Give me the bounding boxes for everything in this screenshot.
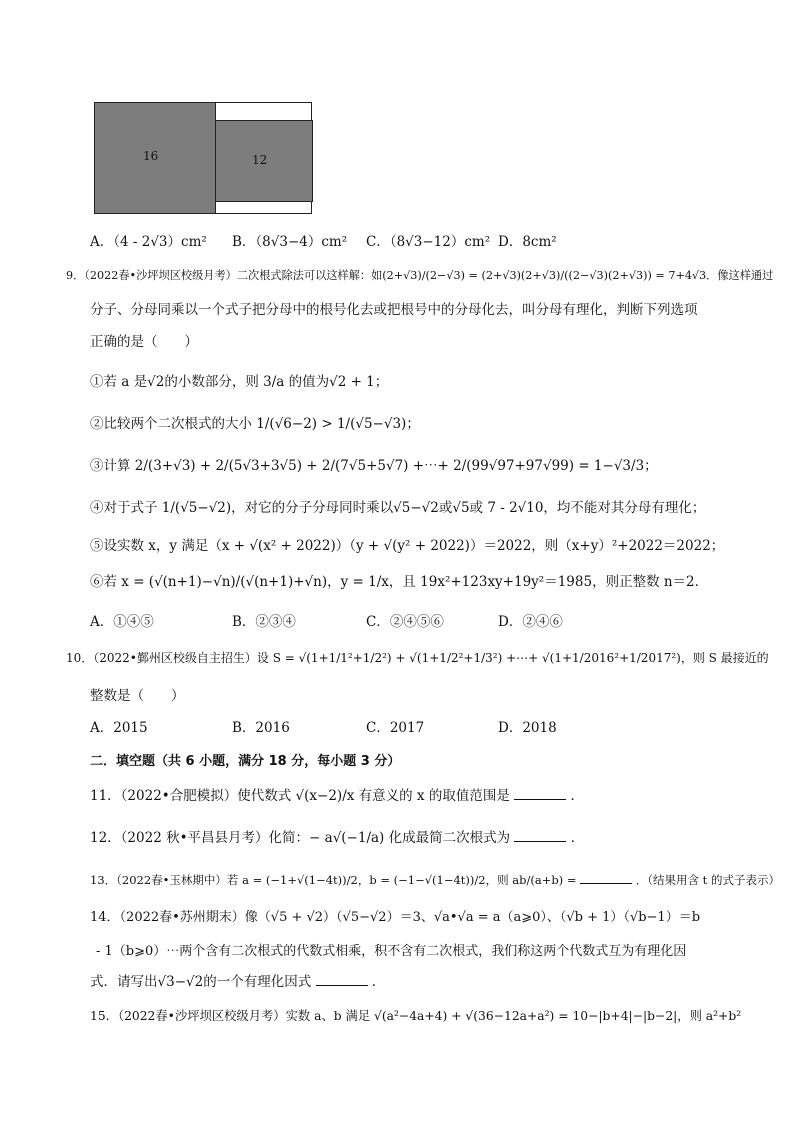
q11-answer-blank[interactable] xyxy=(514,787,566,800)
q12-text: 12．（2022 秋•平昌县月考）化简：− a√(−1/a) 化成最简二次根式为 xyxy=(90,830,511,846)
q9-item-2: ②比较两个二次根式的大小 1/(√6−2) > 1/(√5−√3)； xyxy=(90,416,420,432)
q10-option-d[interactable]: D．2018 xyxy=(498,720,557,736)
q8-option-a[interactable]: A．（4 - 2√3）cm² xyxy=(90,234,207,250)
q14-end: ． xyxy=(371,974,386,990)
q9-item-6: ⑥若 x = (√(n+1)−√n)/(√(n+1)+√n)，y = 1/x，且 19x²+123xy+19y²＝1985，则正整数 n＝2． xyxy=(90,574,709,590)
q10-option-b[interactable]: B．2016 xyxy=(232,720,290,736)
q9-item-5: ⑤设实数 x，y 满足（x + √(x² + 2022)）（y + √(y² + 2022)）＝2022，则（x+y）²+2022＝2022； xyxy=(90,538,725,554)
q9-option-c[interactable]: C．②④⑤⑥ xyxy=(366,614,444,630)
q9-item-1: ①若 a 是√2的小数部分，则 3/a 的值为√2 + 1； xyxy=(90,374,389,390)
q14-line3 xyxy=(90,972,385,992)
q10-option-a[interactable]: A．2015 xyxy=(90,720,148,736)
q9-item-4: ④对于式子 1/(√5−√2)，对它的分子分母同时乘以√5−√2或√5或 7 - 2√10，均不能对其分母有理化； xyxy=(90,500,706,516)
q8-option-b[interactable]: B．（8√3−4）cm² xyxy=(232,234,348,250)
q9-stem-line3: 正确的是（ ） xyxy=(90,334,198,350)
q11-line xyxy=(90,786,584,806)
q13-text: 13．（2022春•玉林期中）若 a = (−1+√(1−4t))/2，b = (−1−√(1−4t))/2，则 ab/(a+b) = xyxy=(90,873,577,887)
q8-option-c[interactable]: C．（8√3−12）cm² xyxy=(366,234,491,250)
q13-answer-blank[interactable] xyxy=(580,871,632,884)
q14-text: 式．请写出√3−√2的一个有理化因式 xyxy=(90,974,312,990)
q14-line1: 14．（2022春•苏州期末）像（√5 + √2）（√5−√2）＝3、√a•√a = a（a⩾0）、（√b + 1）（√b−1）＝b xyxy=(90,910,701,925)
q12-end: ． xyxy=(570,830,585,846)
area-label-16: 16 xyxy=(143,149,159,163)
q9-option-d[interactable]: D．②④⑥ xyxy=(498,614,563,630)
q9-option-a[interactable]: A．①④⑤ xyxy=(90,614,154,630)
square-area-12 xyxy=(215,120,313,202)
q8-option-d[interactable]: D．8cm² xyxy=(498,234,557,250)
q14-line2: - 1（b⩾0）⋯两个含有二次根式的代数式相乘，积不含有二次根式，我们称这两个代数式互为有理化因 xyxy=(96,944,687,959)
q10-stem-line2: 整数是（ ） xyxy=(90,688,185,704)
section-heading-fill-in: 二．填空题（共 6 小题，满分 18 分，每小题 3 分） xyxy=(90,754,401,769)
q10-stem-line1: 10．（2022•鄞州区校级自主招生）设 S = √(1+1/1²+1/2²) + √(1+1/2²+1/3²) +⋯+ √(1+1/2016²+1/2017²)，则 S 最接近的 xyxy=(66,651,769,665)
q9-stem-line2: 分子、分母同乘以一个式子把分母中的根号化去或把根号中的分母化去，叫分母有理化，判断下列选项 xyxy=(90,302,698,318)
q14-answer-blank[interactable] xyxy=(316,973,368,986)
q12-answer-blank[interactable] xyxy=(514,829,566,842)
q13-line xyxy=(90,870,780,890)
q9-item-3: ③计算 2/(3+√3) + 2/(5√3+3√5) + 2/(7√5+5√7) +⋯+ 2/(99√97+97√99) = 1−√3/3； xyxy=(90,458,658,474)
square-figure xyxy=(94,102,312,214)
q10-option-c[interactable]: C．2017 xyxy=(366,720,425,736)
q15-line1: 15．（2022春•沙坪坝区校级月考）实数 a、b 满足 √(a²−4a+4) + √(36−12a+a²) = 10−|b+4|−|b−2|，则 a²+b² xyxy=(90,1009,742,1023)
q9-option-b[interactable]: B．②③④ xyxy=(232,614,296,630)
q11-text: 11．（2022•合肥模拟）使代数式 √(x−2)/x 有意义的 x 的取值范围是 xyxy=(90,788,510,804)
area-label-12: 12 xyxy=(252,153,268,167)
q12-line xyxy=(90,828,584,848)
q9-stem-line1: 9．（2022春•沙坪坝区校级月考）二次根式除法可以这样解：如(2+√3)/(2−√3) = (2+√3)(2+√3)/((2−√3)(2+√3)) = 7+4√3．像这样通过 xyxy=(66,269,774,282)
q13-end: ．（结果用含 t 的式子表示） xyxy=(635,873,780,887)
q11-end: ． xyxy=(570,788,584,804)
square-area-16 xyxy=(94,102,216,214)
